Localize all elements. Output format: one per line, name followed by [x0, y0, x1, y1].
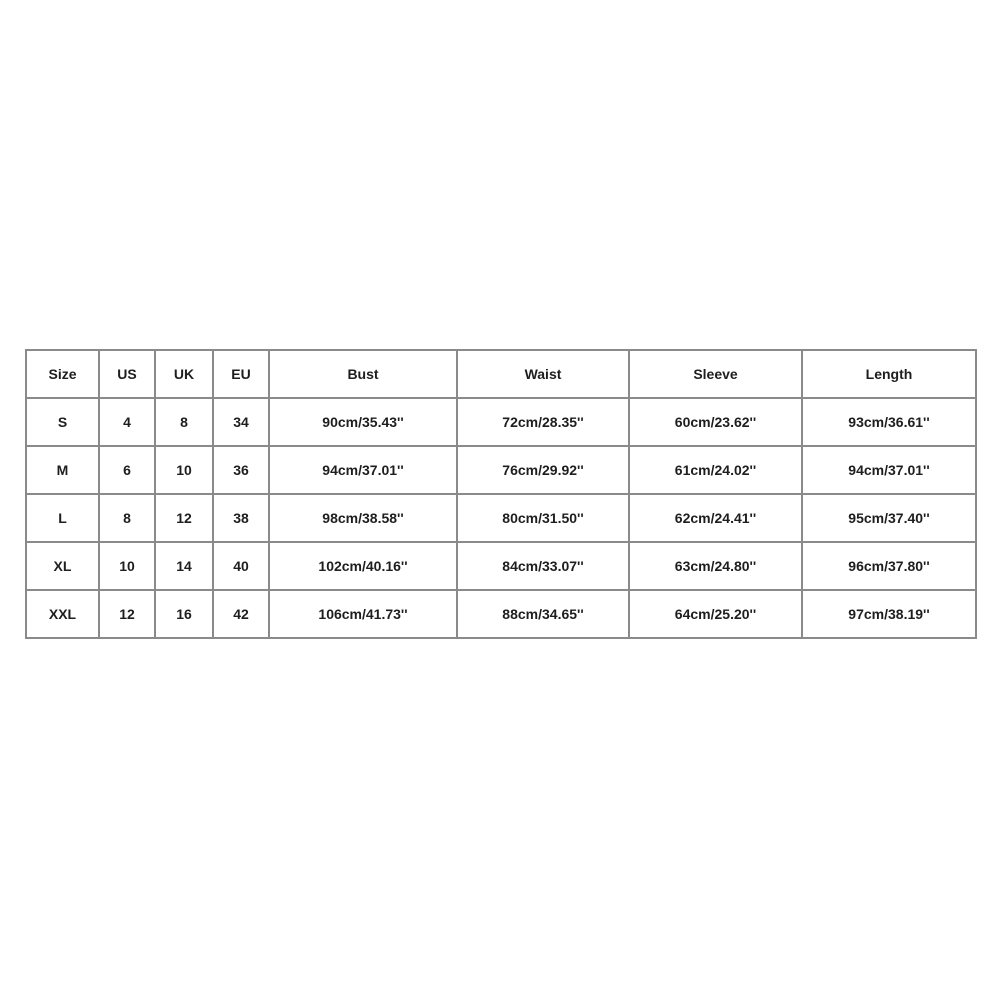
- cell-uk: 12: [155, 494, 213, 542]
- cell-sleeve: 60cm/23.62'': [629, 398, 802, 446]
- cell-length: 95cm/37.40'': [802, 494, 976, 542]
- table-row: [26, 590, 976, 638]
- cell-length: 94cm/37.01'': [802, 446, 976, 494]
- header-bust: Bust: [269, 350, 457, 398]
- cell-waist: 84cm/33.07'': [457, 542, 629, 590]
- table-row: [26, 446, 976, 494]
- cell-size: M: [26, 446, 99, 494]
- cell-bust: 106cm/41.73'': [269, 590, 457, 638]
- cell-bust: 102cm/40.16'': [269, 542, 457, 590]
- cell-us: 10: [99, 542, 155, 590]
- cell-eu: 42: [213, 590, 269, 638]
- table-row: [26, 494, 976, 542]
- cell-sleeve: 61cm/24.02'': [629, 446, 802, 494]
- cell-us: 12: [99, 590, 155, 638]
- cell-eu: 36: [213, 446, 269, 494]
- cell-size: XXL: [26, 590, 99, 638]
- cell-bust: 90cm/35.43'': [269, 398, 457, 446]
- size-chart-table: [25, 349, 977, 639]
- cell-size: XL: [26, 542, 99, 590]
- cell-us: 8: [99, 494, 155, 542]
- cell-bust: 98cm/38.58'': [269, 494, 457, 542]
- cell-waist: 88cm/34.65'': [457, 590, 629, 638]
- header-row: [26, 350, 976, 398]
- cell-sleeve: 62cm/24.41'': [629, 494, 802, 542]
- cell-eu: 34: [213, 398, 269, 446]
- cell-length: 96cm/37.80'': [802, 542, 976, 590]
- cell-sleeve: 63cm/24.80'': [629, 542, 802, 590]
- header-uk: UK: [155, 350, 213, 398]
- header-us: US: [99, 350, 155, 398]
- header-size: Size: [26, 350, 99, 398]
- header-length: Length: [802, 350, 976, 398]
- cell-uk: 16: [155, 590, 213, 638]
- cell-uk: 8: [155, 398, 213, 446]
- cell-waist: 80cm/31.50'': [457, 494, 629, 542]
- table-row: [26, 542, 976, 590]
- table-row: [26, 398, 976, 446]
- cell-length: 97cm/38.19'': [802, 590, 976, 638]
- cell-bust: 94cm/37.01'': [269, 446, 457, 494]
- cell-size: S: [26, 398, 99, 446]
- cell-eu: 38: [213, 494, 269, 542]
- header-eu: EU: [213, 350, 269, 398]
- cell-us: 6: [99, 446, 155, 494]
- cell-uk: 10: [155, 446, 213, 494]
- cell-uk: 14: [155, 542, 213, 590]
- cell-size: L: [26, 494, 99, 542]
- header-waist: Waist: [457, 350, 629, 398]
- cell-us: 4: [99, 398, 155, 446]
- cell-length: 93cm/36.61'': [802, 398, 976, 446]
- cell-waist: 76cm/29.92'': [457, 446, 629, 494]
- cell-waist: 72cm/28.35'': [457, 398, 629, 446]
- cell-sleeve: 64cm/25.20'': [629, 590, 802, 638]
- header-sleeve: Sleeve: [629, 350, 802, 398]
- cell-eu: 40: [213, 542, 269, 590]
